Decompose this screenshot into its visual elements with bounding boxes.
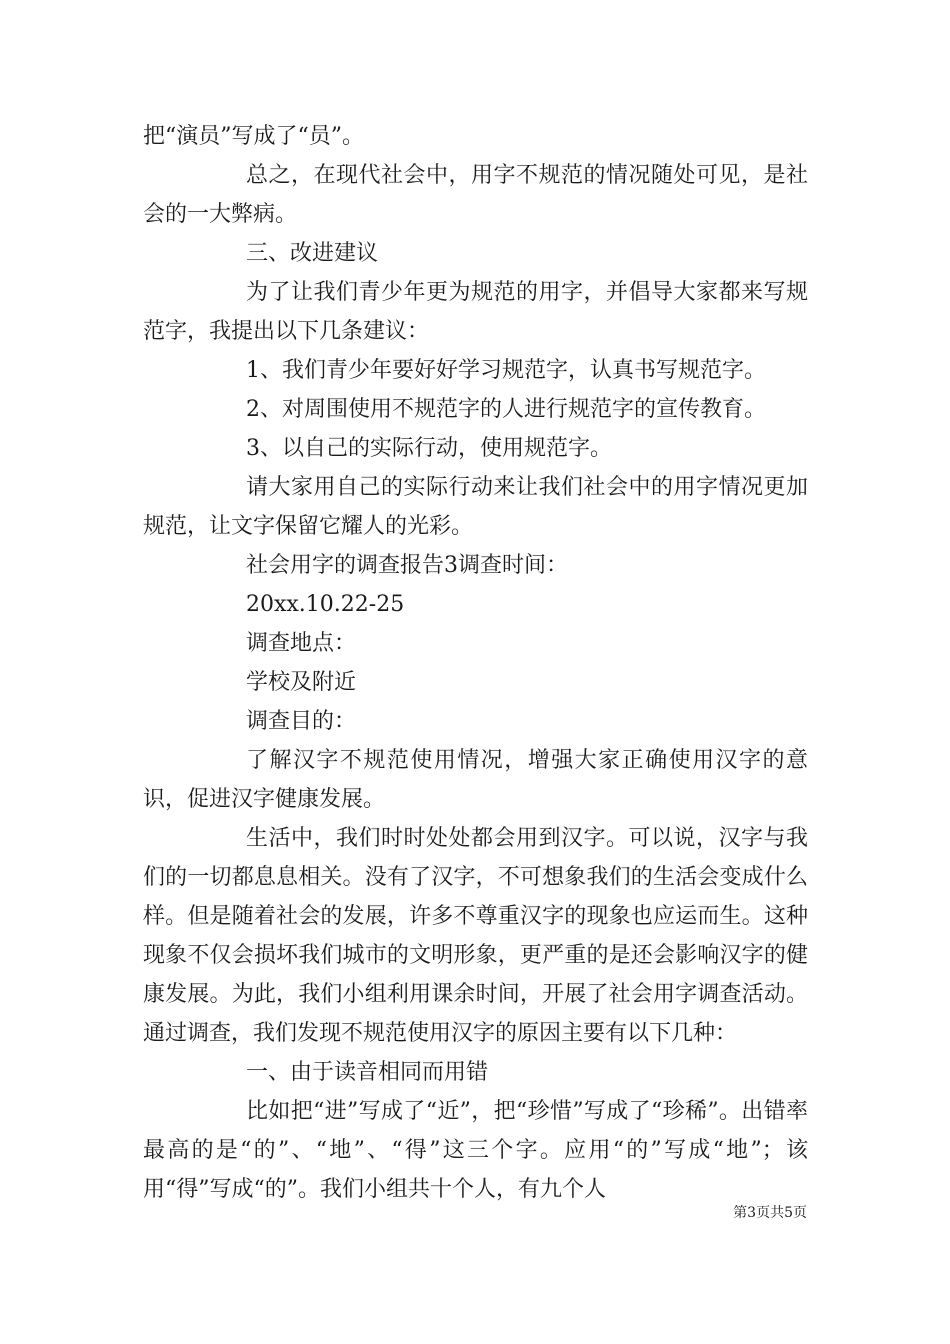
survey-location-label: 调查地点：: [246, 631, 357, 656]
paragraph-15: 生活中，我们时时处处都会用到汉字。可以说，汉字与我们的一切都息息相关。没有了汉字，不可想象我们的生活会变成什么样。但是随着社会的发展，许多不尊重汉字的现象也应运而生。这种现象不仅会损坏我们城市的文明形象，更严重的是还会影响汉字的健康发展。为此，我们小组利用课余时间，开展了社会用字调查活动。通过调查，我们发现不规范使用汉字的原因主要有以下几种：: [143, 826, 808, 1046]
suggestion-item-1: 1、我们青少年要好好学习规范字，认真书写规范字。: [246, 358, 766, 383]
survey-purpose-value: 了解汉字不规范使用情况，增强大家正确使用汉字的意识，促进汉字健康发展。: [143, 748, 808, 812]
suggestion-item-3: 3、以自己的实际行动，使用规范字。: [246, 436, 612, 461]
page-number-footer: 第3页共5页: [733, 1205, 807, 1221]
paragraph-4: 为了让我们青少年更为规范的用字，并倡导大家都来写规范字，我提出以下几条建议：: [143, 280, 808, 344]
section-heading-same-pronunciation: 一、由于读音相同而用错: [246, 1060, 489, 1085]
document-body: [143, 117, 808, 1209]
survey-purpose-label: 调查目的：: [246, 709, 357, 734]
paragraph-2: 总之，在现代社会中，用字不规范的情况随处可见，是社会的一大弊病。: [143, 163, 808, 227]
report-title-time-label: 社会用字的调查报告3调查时间：: [246, 553, 568, 578]
paragraph-8: 请大家用自己的实际行动来让我们社会中的用字情况更加规范，让文字保留它耀人的光彩。: [143, 475, 808, 539]
survey-location-value: 学校及附近: [246, 670, 357, 695]
paragraph-1: 把“演员”写成了“员”。: [143, 124, 364, 149]
suggestion-item-2: 2、对周围使用不规范字的人进行规范字的宣传教育。: [246, 397, 766, 422]
paragraph-17: 比如把“进”写成了“近”，把“珍惜”写成了“珍稀”。出错率最高的是“的”、“地”、“得”这三个字。应用“的”写成“地”；该用“得”写成“的”。我们小组共十个人，有九个人: [143, 1099, 808, 1202]
section-heading-improvement: 三、改进建议: [246, 241, 379, 266]
survey-time-value: 20xx.10.22-25: [246, 592, 405, 617]
